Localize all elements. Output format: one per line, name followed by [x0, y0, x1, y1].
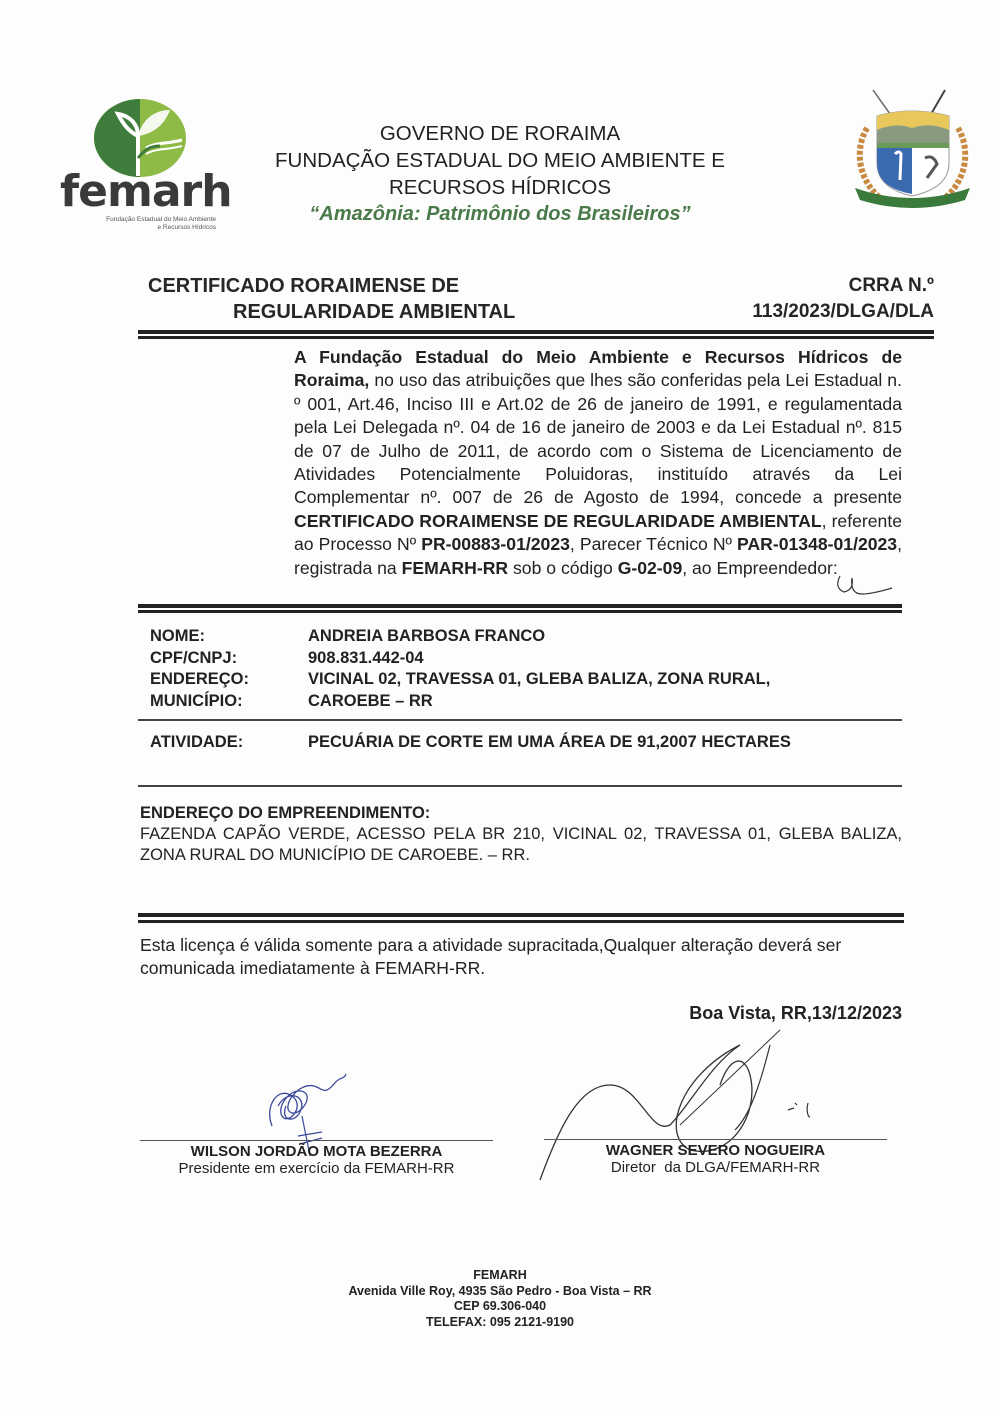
femarh-logo: [58, 98, 232, 238]
signatory-name: WAGNER SEVERO NOGUEIRA: [605, 1142, 826, 1159]
motto: “Amazônia: Patrimônio dos Brasileiros”: [309, 203, 691, 225]
divider-double: [138, 330, 934, 339]
technical-opinion-number: PAR-01348-01/2023: [737, 534, 898, 555]
roraima-coat-of-arms-icon: [845, 88, 980, 213]
place-date: Boa Vista, RR,13/12/2023: [689, 1003, 902, 1023]
signature-line: [544, 1139, 887, 1140]
footer-phone: TELEFAX: 095 2121-9190: [426, 1314, 574, 1329]
field-row-name: [150, 626, 770, 648]
signatory-role: Diretor da DLGA/FEMARH-RR: [610, 1159, 821, 1176]
signature-block-president: [140, 1143, 493, 1177]
field-value: CAROEBE – RR: [308, 691, 433, 710]
process-number: PR-00883-01/2023: [421, 534, 570, 555]
footer-cep: CEP 69.306-040: [453, 1299, 547, 1313]
header-titles: [230, 120, 770, 228]
field-label: NOME:: [150, 627, 205, 645]
signatory-role: Presidente em exercício da FEMARH-RR: [178, 1160, 455, 1177]
entrepreneur-fields: [150, 626, 770, 712]
registration-code: G-02-09: [617, 557, 683, 578]
field-row-address: [150, 669, 770, 691]
body-text: , Parecer Técnico Nº: [569, 534, 738, 555]
signature-block-director: [544, 1142, 887, 1176]
field-label: MUNICÍPIO:: [150, 691, 243, 710]
activity-row: [150, 733, 791, 752]
body-text: , referente ao Processo Nº: [294, 510, 902, 555]
certificate-title-line1: CERTIFICADO RORAIMENSE DE: [148, 275, 460, 297]
body-text: no uso das atribuições que lhes são conferidas pela Lei Estadual n. º 001, Art.46, Inciso III e Art.02 de 26 de janeiro de 1991, e regulamentada pela Lei Delegada nº. 04 de 16 de janeiro de 2003 e da Lei Estadual nº. 815 de 07 de Julho de 2011, de acordo com o Sistema de Licenciamento de Atividades Potencialmente Poluidoras, instituído através da Lei Complementar nº. 007 de 26 de Agosto de 1994, concede a presente: [294, 370, 902, 508]
logo-subtitle-line1: Fundação Estadual do Meio Ambiente: [106, 216, 216, 223]
activity-value: PECUÁRIA DE CORTE EM UMA ÁREA DE 91,2007 HECTARES: [308, 733, 791, 751]
field-value: ANDREIA BARBOSA FRANCO: [308, 627, 546, 645]
field-label: ENDEREÇO:: [150, 670, 250, 688]
enterprise-address: [140, 803, 902, 866]
certificate-body: [294, 346, 902, 580]
agency-name: FEMARH-RR: [401, 557, 509, 578]
logo-wordmark: femarh: [60, 166, 232, 217]
foundation-title-line1: FUNDAÇÃO ESTADUAL DO MEIO AMBIENTE E: [275, 149, 725, 172]
certificate-number-label: CRRA N.º: [848, 275, 934, 296]
divider-double: [138, 604, 902, 613]
enterprise-address-text: FAZENDA CAPÃO VERDE, ACESSO PELA BR 210, VICINAL 02, TRAVESSA 01, GLEBA BALIZA, ZONA RURAL DO MUNICÍPIO DE CAROEBE. – RR.: [140, 825, 902, 864]
certificate-number-value: 113/2023/DLGA/DLA: [752, 301, 934, 322]
logo-subtitle: [58, 216, 216, 232]
field-label: CPF/CNPJ:: [150, 648, 238, 667]
footer-org: FEMARH: [473, 1268, 527, 1282]
validity-note: Esta licença é válida somente para a atividade supracitada,Qualquer alteração deverá ser comunicada imediatamente à FEMARH-RR.: [140, 935, 842, 978]
body-text: , ao Empreendedor:: [682, 557, 838, 578]
field-value: VICINAL 02, TRAVESSA 01, GLEBA BALIZA, ZONA RURAL,: [308, 670, 771, 688]
body-intro: A Fundação Estadual do Meio Ambiente e Recursos Hídricos de Roraima,: [294, 347, 902, 391]
field-value: 908.831.442-04: [308, 648, 424, 667]
footer: [300, 1268, 700, 1330]
signatory-name: WILSON JORDÃO MOTA BEZERRA: [190, 1143, 443, 1160]
certificate-title: [148, 273, 515, 325]
body-certificate-name: CERTIFICADO RORAIMENSE DE REGULARIDADE AMBIENTAL: [294, 510, 822, 531]
divider: [138, 785, 902, 787]
field-row-municipality: [150, 691, 770, 713]
body-text: , registrada na: [294, 534, 902, 578]
divider: [138, 719, 902, 721]
certificate-number: [752, 273, 934, 325]
foundation-title-line2: RECURSOS HÍDRICOS: [388, 176, 612, 199]
divider-double: [138, 913, 904, 923]
initials-signature: [820, 566, 910, 606]
logo-subtitle-line2: e Recursos Hídricos: [157, 224, 216, 231]
body-text: sob o código: [508, 557, 618, 578]
certificate-title-line2: REGULARIDADE AMBIENTAL: [233, 301, 516, 323]
field-row-cpf: [150, 648, 770, 670]
signature-line: [140, 1140, 493, 1141]
government-title: GOVERNO DE RORAIMA: [379, 122, 621, 145]
enterprise-address-title: ENDEREÇO DO EMPREENDIMENTO:: [140, 804, 431, 822]
activity-label: ATIVIDADE:: [150, 733, 244, 751]
footer-address: Avenida Ville Roy, 4935 São Pedro - Boa Vista – RR: [348, 1283, 652, 1298]
